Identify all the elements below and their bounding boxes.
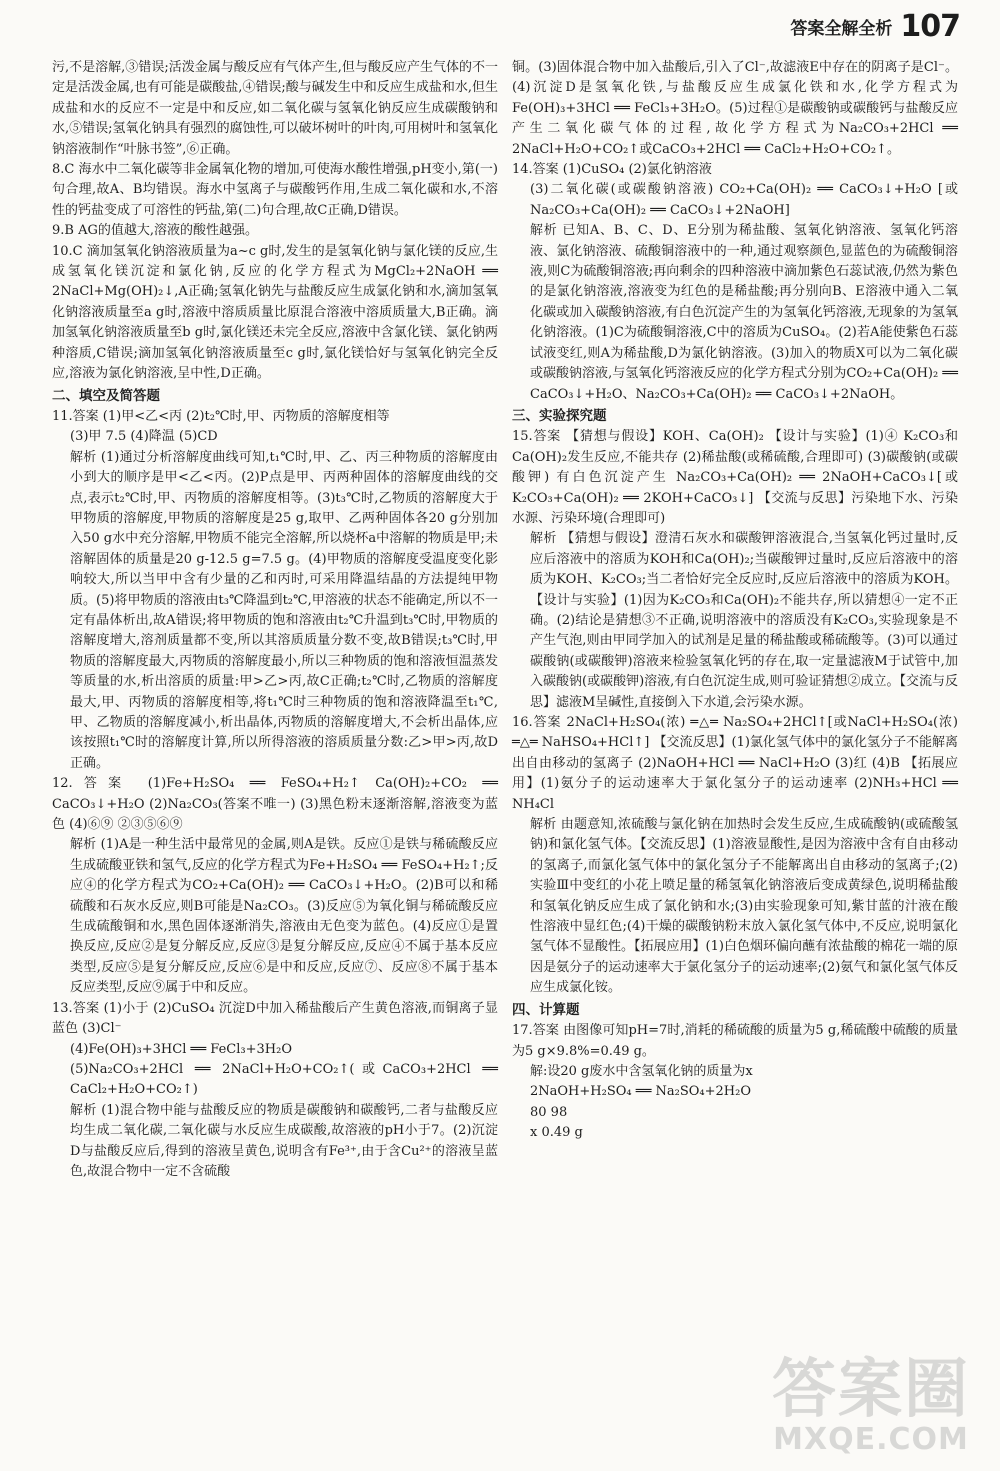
right-column xyxy=(512,58,958,1144)
answer-item-10: 10.C 滴加氢氧化钠溶液质量为a~c g时,发生的是氢氧化钠与氯化镁的反应,生成氢氧化镁沉淀和氯化钠,反应的化学方程式为MgCl₂+2NaOH ══ 2NaCl+Mg(OH)₂↓,A正确;氢氧化钠先与盐酸反应生成氯化钠和水,滴加氢氧化钠溶液质量至a g时,溶液中溶质质量比原混合溶液中溶质质量大,B正确。滴加氢氧化钠溶液质量至b g时,氯化镁还未完全反应,溶液中含氯化镁、氯化钠两种溶质,C错误;滴加氢氧化钠溶液质量至c g时,氯化镁恰好与氢氧化钠完全反应,溶液为氯化钠溶液,呈中性,D正确。 xyxy=(52,243,498,382)
answer-line: (3)二氧化碳(或碳酸钠溶液) CO₂+Ca(OH)₂ ══ CaCO₃↓+H₂O [或Na₂CO₃+Ca(OH)₂ ══ CaCO₃↓+2NaOH] xyxy=(530,182,958,218)
answer-line: (4)Fe(OH)₃+3HCl ══ FeCl₃+3H₂O xyxy=(70,1041,292,1057)
answer-item-9: 9.B AG的值越大,溶液的酸性越强。 xyxy=(52,223,258,239)
watermark-logo: 答案圈 xyxy=(772,1353,970,1427)
section-heading: 二、填空及简答题 xyxy=(52,387,160,404)
left-column xyxy=(52,58,498,1182)
equation-line: 2NaOH+H₂SO₄ ══ Na₂SO₄+2H₂O xyxy=(530,1084,752,1100)
watermark-url: MXQE.COM xyxy=(773,1422,969,1457)
answer-item-13: 13.答案 (1)小于 (2)CuSO₄ 沉淀D中加入稀盐酸后产生黄色溶液,而铜离子显蓝色 (3)Cl⁻ xyxy=(52,1000,498,1037)
page-header xyxy=(790,6,960,46)
answer-item-16: 16.答案 2NaCl+H₂SO₄(浓) ═△═ Na₂SO₄+2HCl↑[或NaCl+H₂SO₄(浓) ═△═ NaHSO₄+HCl↑] 【交流反思】(1)氯化氢气体中的氯化氢分子不能解离出自由移动的氢离子 (2)NaOH+HCl ══ NaCl+H₂O (3)红 (4)B 【拓展应用】(1)氨分子的运动速率大于氯化氢分子的运动速率 (2)NH₃+HCl ══ NH₄Cl xyxy=(512,715,958,812)
answer-line: (3)甲 7.5 (4)降温 (5)CD xyxy=(70,429,218,445)
section-heading: 四、计算题 xyxy=(512,1001,580,1018)
analysis-text: 解析 由题意知,浓硫酸与氯化钠在加热时会发生反应,生成硫酸钠(或硫酸氢钠)和氯化氢气体。【交流反思】(1)溶液显酸性,是因为溶液中含有自由移动的氢离子,而氯化氢气体中的氯化氢分子不能解离出自由移动的氢离子;(2)实验Ⅲ中变红的小花上喷足量的稀氢氧化钠溶液后变成黄绿色,说明稀盐酸和氢氧化钠反应生成了氯化钠和水;(3)由实验现象可知,紫甘蓝的汁液在酸性溶液中显红色;(4)干燥的碳酸钠粉末放入氯化氢气体中,不反应,说明氯化氢气体不显酸性。【拓展应用】(1)白色烟环偏向蘸有浓盐酸的棉花一端的原因是氨分子的运动速率大于氯化氢分子的运动速率;(2)氨气和氯化氢气体反应生成氯化铵。 xyxy=(530,817,958,996)
answer-item-14: 14.答案 (1)CuSO₄ (2)氯化钠溶液 xyxy=(512,162,712,178)
analysis-text: 解析 已知A、B、C、D、E分别为稀盐酸、氢氧化钠溶液、氢氧化钙溶液、氯化钠溶液、硫酸铜溶液中的一种,通过观察颜色,显蓝色的为硫酸铜溶液,则C为硫酸铜溶液;再向剩余的四种溶液中滴加紫色石蕊试液,仍然为紫色的是氯化钠溶液,溶液变为红色的是稀盐酸;再分别向B、E溶液中通入二氧化碳或加入碳酸钠溶液,有白色沉淀产生的为氢氧化钙溶液,无现象的为氢氧化钠溶液。(1)C为硫酸铜溶液,C中的溶质为CuSO₄。(2)若A能使紫色石蕊试液变红,则A为稀盐酸,D为氯化钠溶液。(3)加入的物质X可以为二氧化碳或碳酸钠溶液,与氢氧化钙溶液反应的化学方程式分别为CO₂+Ca(OH)₂ ══ CaCO₃↓+H₂O、Na₂CO₃+Ca(OH)₂ ══ CaCO₃↓+2NaOH。 xyxy=(530,223,958,402)
analysis-text: 解析 (1)A是一种生活中最常见的金属,则A是铁。反应①是铁与稀硫酸反应生成硫酸亚铁和氢气,反应的化学方程式为Fe+H₂SO₄ ══ FeSO₄+H₂↑;反应④的化学方程式为CO₂+Ca(OH)₂ ══ CaCO₃↓+H₂O。(2)B可以和稀硫酸和石灰水反应,则B可能是Na₂CO₃。(3)反应⑤为氧化铜与稀硫酸反应生成硫酸铜和水,黑色固体逐渐消失,溶液由无色变为蓝色。(4)反应①是置换反应,反应②是复分解反应,反应③是复分解反应,反应④不属于基本反应类型,反应⑤是复分解反应,反应⑥是中和反应,反应⑦、反应⑧不属于基本反应类型,反应⑨属于中和反应。 xyxy=(70,837,498,996)
answer-item-12: 12.答案 (1)Fe+H₂SO₄ ══ FeSO₄+H₂↑ Ca(OH)₂+CO₂ ══ CaCO₃↓+H₂O (2)Na₂CO₃(答案不唯一) (3)黑色粉末逐渐溶解,溶液变为蓝色 (4)⑥⑨ ②③⑤⑥⑨ xyxy=(52,776,498,833)
page-number: 107 xyxy=(900,8,960,44)
header-title: 答案全解全析 xyxy=(790,18,893,39)
answer-item-17: 17.答案 由图像可知pH=7时,消耗的稀硫酸的质量为5 g,稀硫酸中硫酸的质量为5 g×9.8%=0.49 g。 xyxy=(512,1023,958,1059)
answer-item-15: 15.答案 【猜想与假设】KOH、Ca(OH)₂ 【设计与实验】(1)④ K₂CO₃和Ca(OH)₂发生反应,不能共存 (2)稀盐酸(或稀硫酸,合理即可) (3)碳酸钠(或碳酸钾) 有白色沉淀产生 Na₂CO₃+Ca(OH)₂ ══ 2NaOH+CaCO₃↓[或K₂CO₃+Ca(OH)₂ ══ 2KOH+CaCO₃↓] 【交流与反思】污染地下水、污染水源、污染环境(合理即可) xyxy=(512,429,958,526)
answer-line: (5)Na₂CO₃+2HCl ══ 2NaCl+H₂O+CO₂↑(或CaCO₃+2HCl ══ CaCl₂+H₂O+CO₂↑) xyxy=(70,1061,498,1098)
section-heading: 三、实验探究题 xyxy=(512,407,607,424)
analysis-text: 解析 【猜想与假设】澄清石灰水和碳酸钾溶液混合,当氢氧化钙过量时,反应后溶液中的溶质为KOH和Ca(OH)₂;当碳酸钾过量时,反应后溶液中的溶质为KOH、K₂CO₃;当二者恰好完全反应时,反应后溶液中的溶质为KOH。【设计与实验】(1)因为K₂CO₃和Ca(OH)₂不能共存,所以猜想④一定不正确。(2)结论是猜想③不正确,说明溶液中的溶质没有K₂CO₃,实验现象是不产生气泡,则由甲同学加入的试剂是足量的稀盐酸或稀硫酸等。(3)可以通过碳酸钠(或碳酸钾)溶液来检验氢氧化钙的存在,取一定量滤液M于试管中,加入碳酸钠(或碳酸钾)溶液,有白色沉淀生成,则可验证猜想②成立。【交流与反思】滤液M呈碱性,直接倒入下水道,会污染水源。 xyxy=(530,531,958,710)
analysis-text: 解析 (1)通过分析溶解度曲线可知,t₁℃时,甲、乙、丙三种物质的溶解度由小到大的顺序是甲<乙<丙。(2)P点是甲、丙两种固体的溶解度曲线的交点,表示t₂℃时,甲、丙物质的溶解度相等。(3)t₃℃时,乙物质的溶解度大于甲物质的溶解度,甲物质的溶解度是25 g,取甲、乙两种固体各20 g分别加入50 g水中充分溶解,甲物质不能完全溶解,所以烧杯a中溶解的物质是甲;未溶解固体的质量是20 g-12.5 g=7.5 g。(4)甲物质的溶解度受温度变化影响较大,所以当甲中含有少量的乙和丙时,可采用降温结晶的方法提纯甲物质。(5)将甲物质的溶液由t₃℃降温到t₂℃,甲溶液的状态不能确定,所以不一定有晶体析出,故A错误;将甲物质的饱和溶液由t₂℃升温到t₃℃时,甲物质的溶解度增大,溶剂质量都不变,所以其溶质质量分数不变,故B错误;t₃℃时,甲物质的溶解度最大,丙物质的溶解度最小,所以三种物质的饱和溶液恒温蒸发等质量的水,析出溶质的质量:甲>乙>丙,故C正确;t₂℃时,乙物质的溶解度最大,甲、丙物质的溶解度相等,将t₁℃时三种物质的饱和溶液降温至t₁℃,甲、乙物质的溶解度减小,析出晶体,丙物质的溶解度增大,不会析出晶体,应该按照t₁℃时的溶解度计算,所以所得溶液的溶质质量分数:乙>甲>丙,故D正确。 xyxy=(70,449,498,771)
answer-text: 铜。(3)固体混合物中加入盐酸后,引入了Cl⁻,故滤液E中存在的阴离子是Cl⁻。(4)沉淀D是氢氧化铁,与盐酸反应生成氯化铁和水,化学方程式为Fe(OH)₃+3HCl ══ FeCl₃+3H₂O。(5)过程①是碳酸钠或碳酸钙与盐酸反应产生二氧化碳气体的过程,故化学方程式为Na₂CO₃+2HCl ══ 2NaCl+H₂O+CO₂↑或CaCO₃+2HCl ══ CaCl₂+H₂O+CO₂↑。 xyxy=(512,60,958,157)
answer-item-11: 11.答案 (1)甲<乙<丙 (2)t₂℃时,甲、丙物质的溶解度相等 xyxy=(52,408,390,424)
analysis-text: 解析 (1)混合物中能与盐酸反应的物质是碳酸钠和碳酸钙,二者与盐酸反应均生成二氧化碳,二氧化碳与水反应生成碳酸,故溶液的pH小于7。(2)沉淀D与盐酸反应后,得到的溶液呈黄色,说明含有Fe³⁺,由于含Cu²⁺的溶液呈蓝色,故混合物中一定不含硫酸 xyxy=(70,1102,498,1179)
equation-line: 80 98 xyxy=(530,1104,568,1120)
answer-item-8: 8.C 海水中二氧化碳等非金属氧化物的增加,可使海水酸性增强,pH变小,第(一)句合理,故A、B均错误。海水中氢离子与碳酸钙作用,生成二氧化碳和水,不溶性的钙盐变成了可溶性的钙盐,第(二)句合理,故C正确,D错误。 xyxy=(52,162,498,218)
solution-line: 解:设20 g废水中含氢氧化钠的质量为x xyxy=(530,1063,753,1079)
answer-text: 污,不是溶解,③错误;活泼金属与酸反应有气体产生,但与酸反应产生气体的不一定是活泼金属,也有可能是碳酸盐,④错误;酸与碱发生中和反应生成盐和水,但生成盐和水的反应不一定是中和反应,如二氧化碳与氢氧化钠反应生成碳酸钠和水,⑤错误;氢氧化钠具有强烈的腐蚀性,可以破坏树叶的叶肉,可用树叶和氢氧化钠溶液制作“叶脉书签”,⑥正确。 xyxy=(52,60,498,157)
watermark xyxy=(772,1353,970,1457)
equation-line: x 0.49 g xyxy=(530,1125,583,1141)
